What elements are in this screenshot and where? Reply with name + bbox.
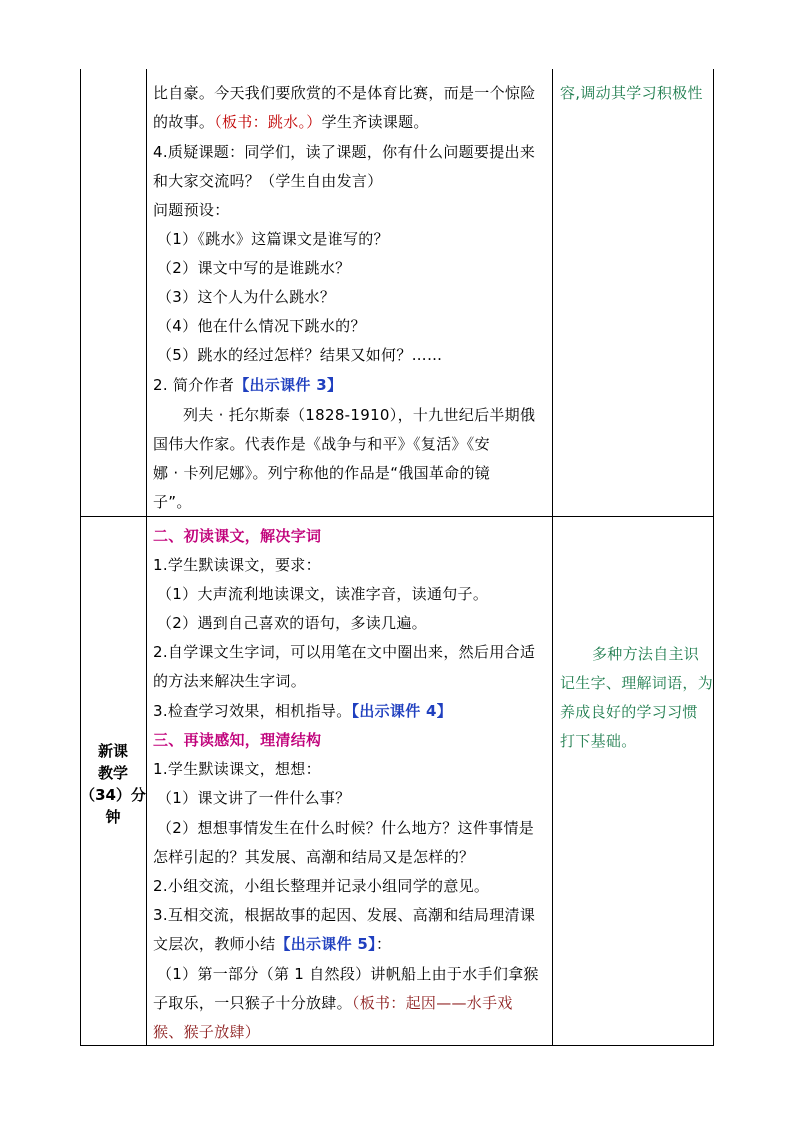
lower-line-5: 的方法来解决生字词。 bbox=[153, 672, 307, 690]
upper-line-8: （4）他在什么情况下跳水的？ bbox=[157, 317, 366, 335]
table-border-left bbox=[80, 69, 81, 1046]
upper-line-12: 国伟大作家。代表作是《战争与和平》《复活》《安 bbox=[153, 435, 490, 453]
lesson-plan-table bbox=[80, 69, 714, 1046]
lower-right-note-0: 多种方法自主识 bbox=[592, 645, 700, 663]
lower-line-14: 文层次，教师小结【出示课件 5】： bbox=[153, 935, 392, 953]
lower-line-13: 3.互相交流，根据故事的起因、发展、高潮和结局理清课 bbox=[153, 906, 536, 924]
upper-line-13: 娜 · 卡列尼娜》。列宁称他的作品是“俄国革命的镜 bbox=[153, 464, 491, 482]
table-border-right bbox=[713, 69, 714, 1046]
lower-line-2: （1）大声流利地读课文，读准字音，读通句子。 bbox=[157, 585, 489, 603]
lower-line-16: 子取乐，一只猴子十分放肆。（板书：起因——水手戏 bbox=[153, 994, 513, 1012]
lower-line-3: （2）遇到自己喜欢的语句，多读几遍。 bbox=[157, 614, 427, 632]
upper-right-note: 容,调动其学习积极性 bbox=[560, 84, 703, 102]
upper-line-3: 和大家交流吗？（学生自由发言） bbox=[153, 172, 383, 190]
section-label-line-0: 新课 bbox=[97, 742, 128, 760]
lower-line-6: 3.检查学习效果，相机指导。【出示课件 4】 bbox=[153, 702, 453, 720]
table-divider-1 bbox=[146, 69, 147, 1046]
upper-line-4: 问题预设： bbox=[153, 201, 230, 219]
upper-line-14: 子”。 bbox=[153, 493, 192, 511]
lower-right-note-1: 记生字、理解词语，为 bbox=[560, 674, 714, 692]
upper-line-10: 2. 简介作者【出示课件 3】 bbox=[153, 376, 343, 394]
upper-line-5: （1）《跳水》这篇课文是谁写的？ bbox=[157, 230, 389, 248]
lower-line-9: （1）课文讲了一件什么事？ bbox=[157, 789, 351, 807]
lower-line-15: （1）第一部分（第 1 自然段）讲帆船上由于水手们拿猴 bbox=[157, 965, 539, 983]
lower-right-note-2: 养成良好的学习习惯 bbox=[560, 703, 698, 721]
section-label-line-3: 钟 bbox=[105, 808, 121, 826]
lower-right-note-3: 打下基础。 bbox=[560, 732, 637, 750]
section-label-line-1: 教学 bbox=[97, 764, 128, 782]
upper-line-11: 列夫 · 托尔斯泰（1828-1910），十九世纪后半期俄 bbox=[183, 406, 536, 424]
upper-line-9: （5）跳水的经过怎样？结果又如何？…… bbox=[157, 346, 443, 364]
lower-line-1: 1.学生默读课文，要求： bbox=[153, 556, 321, 574]
lower-line-0: 二、初读课文，解决字词 bbox=[153, 527, 322, 545]
lower-line-4: 2.自学课文生字词，可以用笔在文中圈出来，然后用合适 bbox=[153, 643, 536, 661]
upper-line-0: 比自豪。今天我们要欣赏的不是体育比赛，而是一个惊险 bbox=[153, 84, 536, 102]
lower-line-8: 1.学生默读课文，想想： bbox=[153, 760, 321, 778]
lower-line-11: 怎样引起的？其发展、高潮和结局又是怎样的？ bbox=[153, 848, 475, 866]
upper-line-1: 的故事。（板书：跳水。）学生齐读课题。 bbox=[153, 113, 429, 131]
lower-line-12: 2.小组交流，小组长整理并记录小组同学的意见。 bbox=[153, 877, 490, 895]
upper-line-2: 4.质疑课题：同学们，读了课题，你有什么问题要提出来 bbox=[153, 143, 536, 161]
table-divider-2 bbox=[552, 69, 553, 1046]
row-divider bbox=[80, 516, 714, 517]
lower-line-7: 三、再读感知，理清结构 bbox=[153, 731, 322, 749]
upper-line-7: （3）这个人为什么跳水？ bbox=[157, 288, 336, 306]
upper-line-6: （2）课文中写的是谁跳水？ bbox=[157, 259, 351, 277]
table-border-bottom bbox=[80, 1045, 714, 1046]
lower-line-10: （2）想想事情发生在什么时候？什么地方？这件事情是 bbox=[157, 819, 535, 837]
section-label-line-2: （34）分 bbox=[80, 786, 146, 804]
lower-line-17: 猴、猴子放肆） bbox=[153, 1023, 261, 1041]
